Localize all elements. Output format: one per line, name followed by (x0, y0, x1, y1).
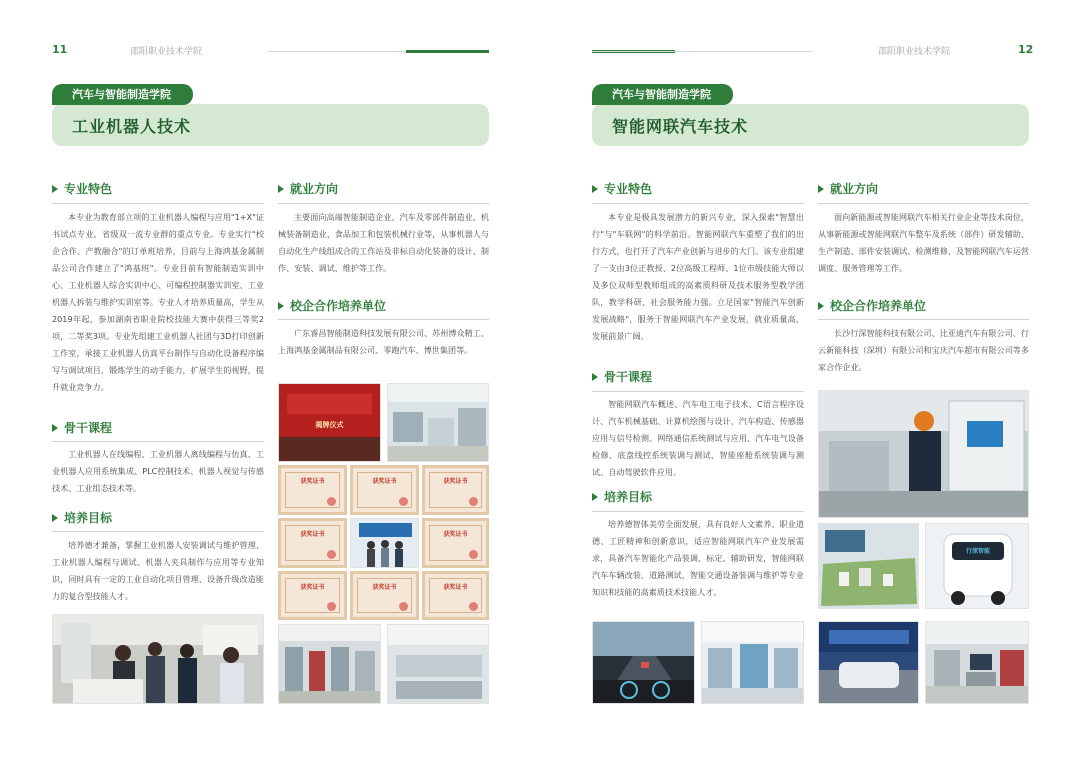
bullet-triangle-icon (818, 302, 824, 310)
section-rule (818, 203, 1029, 204)
header-rule (592, 51, 813, 52)
technician-photo (818, 390, 1029, 518)
features-text: 本专业是极具发展潜力的新兴专业，深入探索"智慧出行"与"车联网"的科学前沿。智能网联汽车重塑了我们的出行方式，也打开了汽车产业创新与进步的大门。该专业组建了一支由3位正教授、2位高级工程师、1位市级技能大师以及多位双师型教师组成的高素质科研及技术服务型教学团队，教学科研、社会服务能力强。立足国家"智能汽车创新发展战略"，服务于智能网联汽车产业发展，就业质量高，发展前景广阔。 (592, 212, 804, 341)
award-certificate: 获奖证书 (422, 518, 489, 568)
students-robot-photo (52, 614, 264, 704)
major-title: 工业机器人技术 (72, 117, 192, 136)
major-title: 智能网联汽车技术 (612, 117, 749, 136)
ceremony-backdrop (287, 394, 372, 414)
college-tag: 汽车与智能制造学院 (592, 84, 733, 105)
courses-text: 工业机器人在线编程、工业机器人离线编程与仿真、工业机器人应用系统集成、PLC控制技术、机器人视觉与传感技术、工业组态技术等。 (52, 449, 264, 493)
section-rule (592, 511, 804, 512)
ceremony-photo (278, 383, 381, 462)
section-courses (52, 419, 112, 436)
bullet-triangle-icon (592, 493, 598, 501)
section-jobs (818, 180, 878, 197)
driving-sim-photo (592, 621, 695, 704)
section-title: 骨干课程 (64, 421, 113, 435)
technician-illustration (819, 391, 1029, 518)
classroom-photo (387, 624, 489, 704)
seal-icon (399, 497, 408, 506)
award-certificate: 获奖证书 (278, 465, 347, 515)
workstation-illustration (926, 622, 1029, 704)
award-certificate: 获奖证书 (350, 571, 419, 620)
classroom-illustration (388, 625, 489, 704)
section-title: 校企合作培养单位 (830, 299, 927, 313)
header-accent-bar (406, 50, 489, 53)
partners-text: 广东睿昌智能制造科技发展有限公司、苏州博众精工、上海鸿基金属制品有限公司、零跑汽车、博世集团等。 (278, 328, 489, 355)
section-rule (278, 319, 489, 320)
bullet-triangle-icon (592, 373, 598, 381)
section-goals (52, 509, 112, 526)
award-certificate: 获奖证书 (278, 571, 347, 620)
section-rule (52, 531, 264, 532)
section-features (592, 180, 652, 197)
award-group-photo (350, 518, 419, 568)
page-number: 11 (52, 43, 68, 56)
training-room-photo (701, 621, 804, 704)
bullet-triangle-icon (278, 302, 284, 310)
bullet-triangle-icon (592, 185, 598, 193)
section-title: 专业特色 (64, 182, 113, 196)
award-group-illustration (351, 519, 419, 568)
exhibition-photo (818, 621, 919, 704)
section-partners (818, 297, 926, 314)
section-rule (592, 391, 804, 392)
vehicle-brand-text: 行深智能 (965, 548, 990, 555)
goals-text: 培养德智体美劳全面发展，具有良好人文素养、职业道德、工匠精神和创新意识，适应智能网联汽车产业发展需求，具备汽车智能化产品装调、标定、辅助研发，智能网联汽车车辆改装、道路测试，智能交通设备装调与维护等专业知识和技能的高素质技术技能人才。 (592, 519, 804, 597)
seal-icon (399, 602, 408, 611)
ceremony-text: 揭牌仪式 (315, 421, 344, 429)
section-features (52, 180, 112, 197)
seal-icon (469, 497, 478, 506)
vehicle-illustration (926, 524, 1029, 609)
section-title: 校企合作培养单位 (290, 299, 387, 313)
seal-icon (327, 550, 336, 559)
page-number: 12 (1018, 43, 1034, 56)
bullet-triangle-icon (278, 185, 284, 193)
bullet-triangle-icon (818, 185, 824, 193)
workshop-illustration (279, 625, 381, 704)
section-title: 培养目标 (64, 511, 113, 525)
lab-illustration (388, 384, 489, 462)
training-room-illustration (702, 622, 804, 704)
seal-icon (327, 602, 336, 611)
award-certificate: 获奖证书 (422, 465, 489, 515)
section-rule (592, 203, 804, 204)
college-tag: 汽车与智能制造学院 (52, 84, 193, 105)
school-name: 邵阳职业技术学院 (878, 47, 951, 57)
award-certificate: 获奖证书 (422, 571, 489, 620)
school-name: 邵阳职业技术学院 (130, 47, 203, 57)
section-rule (52, 203, 264, 204)
award-certificate: 获奖证书 (350, 465, 419, 515)
goals-text: 培养德才兼备，掌握工业机器人安装调试与维护管理、工业机器人编程与调试、机器人夹具制作与应用等专业知识，同时具有一定的工业自动化项目管理、设备升级改造能力的复合型技能人才。 (52, 540, 264, 601)
jobs-text: 面向新能源或智能网联汽车相关行业企业等技术岗位，从事新能源或智能网联汽车整车及系统（部件）研发辅助、生产制造、部件安装调试、检测维修、及智能网联汽车运营调度、服务管理等工作。 (818, 212, 1029, 273)
bullet-triangle-icon (52, 185, 58, 193)
section-rule (52, 441, 264, 442)
workstation-photo (925, 621, 1029, 704)
section-goals (592, 488, 652, 505)
section-title: 就业方向 (830, 182, 879, 196)
sandbox-model-photo (818, 523, 919, 609)
section-jobs (278, 180, 338, 197)
right-page (540, 0, 1080, 763)
seal-icon (327, 497, 336, 506)
award-certificate: 获奖证书 (278, 518, 347, 568)
delivery-vehicle-photo (925, 523, 1029, 609)
features-text: 本专业为教育部立项的工业机器人编程与应用"1+X"证书试点专业，省级双一流专业群的重点专业。专业实行"校企合作、产教融合"的订单班培养，目前与上海鸿基金属制品公司合作建立了"鸿基班"。专业目前有智能制造实训中心、工业机器人综合实训中心、可编程控制器实训室、工业机器人拆装与维护实训室等。专业人才培养质量高，学生从2019年起，参加湖南省职业院校技能大赛中获得三等奖2项，二等奖3项。专业先组建工业机器人社团与3D打印创新工作室，承接工业机器人仿真平台制作与自动化设备程序编写与调试项目，锻炼学生的动手能力，扩展学生的视野，提升就业竞争力。 (52, 212, 264, 392)
partners-text: 长沙行深智能科技有限公司、比亚迪汽车有限公司、行云新能科技（深圳）有限公司和宝庆汽车超市有限公司等多家合作企业。 (818, 328, 1029, 372)
bullet-triangle-icon (52, 424, 58, 432)
seal-icon (469, 550, 478, 559)
lab-photo (387, 383, 489, 462)
exhibition-illustration (819, 622, 919, 704)
section-title: 培养目标 (604, 490, 653, 504)
bullet-triangle-icon (52, 514, 58, 522)
section-courses (592, 368, 652, 385)
driving-sim-illustration (593, 622, 695, 704)
section-title: 专业特色 (604, 182, 653, 196)
section-rule (818, 319, 1029, 320)
section-title: 骨干课程 (604, 370, 653, 384)
jobs-text: 主要面向高端智能制造企业、汽车及零部件制造业、机械装备制造业、食品加工和包装机械行业等，从事机器人与自动化生产线组成合的工作站及非标自动化装备的设计、制作、安装、调试、维护等工作。 (278, 212, 489, 273)
ceremony-crowd (279, 437, 380, 461)
section-title: 就业方向 (290, 182, 339, 196)
sandbox-illustration (819, 524, 919, 609)
section-partners (278, 297, 386, 314)
seal-icon (469, 602, 478, 611)
students-robot-illustration (53, 615, 264, 704)
courses-text: 智能网联汽车概述、汽车电工电子技术、C语言程序设计、汽车机械基础、计算机绘图与设计、汽车构造、传感器应用与信号检测、网络通信系统测试与应用、汽车电气设备检修、底盘线控系统装调与测试、智能座舱系统装调与测试、自动驾驶软件应用。 (592, 399, 804, 477)
section-rule (278, 203, 489, 204)
workshop-photo (278, 624, 381, 704)
